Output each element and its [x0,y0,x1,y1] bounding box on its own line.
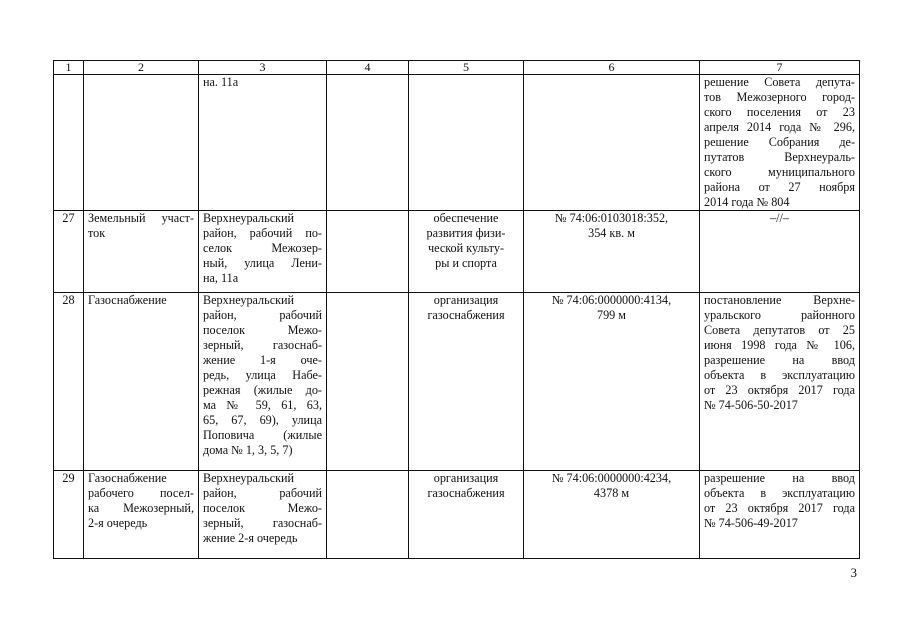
cell-line: район, рабочий по- [203,226,322,240]
cell-line: развития физи- [426,226,506,240]
cell-col4 [327,75,409,211]
cell-line: объекта в эксплуатацию [704,368,855,382]
cell-line: Газоснабжение [88,471,167,485]
cell-line: 2014 года № 804 [704,195,790,209]
cell-line: рабочего посел- [88,486,194,500]
cell-line: № 74:06:0103018:352, [554,211,669,225]
cell-line: Земельный участ- [88,211,194,225]
cell-name [84,471,199,559]
cell-line: организация [433,471,499,485]
cell-line: обеспечение [433,211,499,225]
cell-col4 [327,471,409,559]
cell-line: 354 кв. м [588,226,635,240]
cell-line: 4378 м [593,486,630,500]
cell-line: ма № 59, 61, 63, [203,398,322,412]
cell-line: зерный, газоснаб- [203,338,322,352]
cell-line: организация [433,293,499,307]
header-cell-6: 6 [524,61,700,75]
page-number: 3 [850,565,857,580]
cell-num [54,75,84,211]
cell-purpose [409,293,524,471]
cell-line: от 23 октября 2017 года [704,501,855,515]
cell-address [199,293,327,471]
cell-line: Совета депутатов от 25 [704,323,855,337]
cell-line: режная (жилые до- [203,383,322,397]
cell-line: разрешение на ввод [704,471,855,485]
cell-line: Газоснабжение [88,293,167,307]
cell-line: постановление Верхне- [704,293,855,307]
cell-line: дома № 1, 3, 5, 7) [203,443,293,457]
cell-line: –//– [770,211,789,225]
header-cell-1: 1 [54,61,84,75]
cell-line: ка Межозерный, [88,501,194,515]
cell-name [84,211,199,293]
cell-line: уральского районного [704,308,855,322]
cell-line: на. 11а [203,75,239,89]
cell-line: разрешение на ввод [704,353,855,367]
cell-basis [700,471,860,559]
cell-line: июня 1998 года № 106, [704,338,855,352]
cell-line: ческой культу- [427,241,504,255]
cell-basis [700,293,860,471]
cell-address [199,471,327,559]
cell-cadastre [524,293,700,471]
header-cell-3: 3 [199,61,327,75]
header-cell-5: 5 [409,61,524,75]
cell-address [199,211,327,293]
cell-line: 2-я очередь [88,516,148,530]
cell-purpose [409,471,524,559]
cell-col4 [327,293,409,471]
cell-address [199,75,327,211]
cell-name [84,75,199,211]
cell-line: редь, улица Набе- [203,368,322,382]
cell-purpose [409,211,524,293]
cell-purpose [409,75,524,211]
cell-num: 27 [54,211,84,293]
cell-num: 28 [54,293,84,471]
cell-line: Верхнеуральский [203,293,295,307]
cell-line: № 74-506-49-2017 [704,516,798,530]
cell-name [84,293,199,471]
cell-line: № 74:06:0000000:4134, [551,293,672,307]
cell-line: от 23 октября 2017 года [704,383,855,397]
cell-line: № 74-506-50-2017 [704,398,798,412]
table-row [54,211,860,293]
cell-line: района от 27 ноября [704,180,855,194]
cell-line: путатов Верхнеураль- [704,150,855,164]
cell-line: объекта в эксплуатацию [704,486,855,500]
header-cell-4: 4 [327,61,409,75]
cell-line: 65, 67, 69), улица [203,413,322,427]
cell-cadastre [524,211,700,293]
cell-line: Поповича (жилые [203,428,322,442]
table-row [54,471,860,559]
cell-line: газоснабжения [427,308,505,322]
cell-basis [700,211,860,293]
cell-line: ный, улица Лени- [203,256,322,270]
cell-line: № 74:06:0000000:4234, [551,471,672,485]
cell-cadastre [524,75,700,211]
cell-line: Верхнеуральский [203,471,295,485]
cell-line: поселок Межо- [203,323,322,337]
table-row [54,293,860,471]
cell-line: на, 11а [203,271,239,285]
cell-line: газоснабжения [427,486,505,500]
cell-basis [700,75,860,211]
cell-line: жение 2-я очередь [203,531,298,545]
cell-line: поселок Межо- [203,501,322,515]
cell-line: селок Межозер- [203,241,322,255]
cell-line: Верхнеуральский [203,211,295,225]
cell-line: ры и спорта [435,256,497,270]
cell-line: ского муниципального [704,165,855,179]
cell-line: район, рабочий [203,486,322,500]
cell-col4 [327,211,409,293]
cell-line: 799 м [596,308,627,322]
table-header-row [54,61,860,75]
cell-num: 29 [54,471,84,559]
header-cell-7: 7 [700,61,860,75]
cell-line: ток [88,226,106,240]
cell-line: жение 1-я оче- [203,353,322,367]
table-row-continuation [54,75,860,211]
registry-table [53,60,860,559]
cell-cadastre [524,471,700,559]
cell-line: ского поселения от 23 [704,105,855,119]
cell-line: район, рабочий [203,308,322,322]
cell-line: решение Совета депута- [704,75,855,89]
cell-line: решение Собрания де- [704,135,855,149]
cell-line: зерный, газоснаб- [203,516,322,530]
cell-line: тов Межозерного город- [704,90,855,104]
header-cell-2: 2 [84,61,199,75]
cell-line: апреля 2014 года № 296, [704,120,855,134]
